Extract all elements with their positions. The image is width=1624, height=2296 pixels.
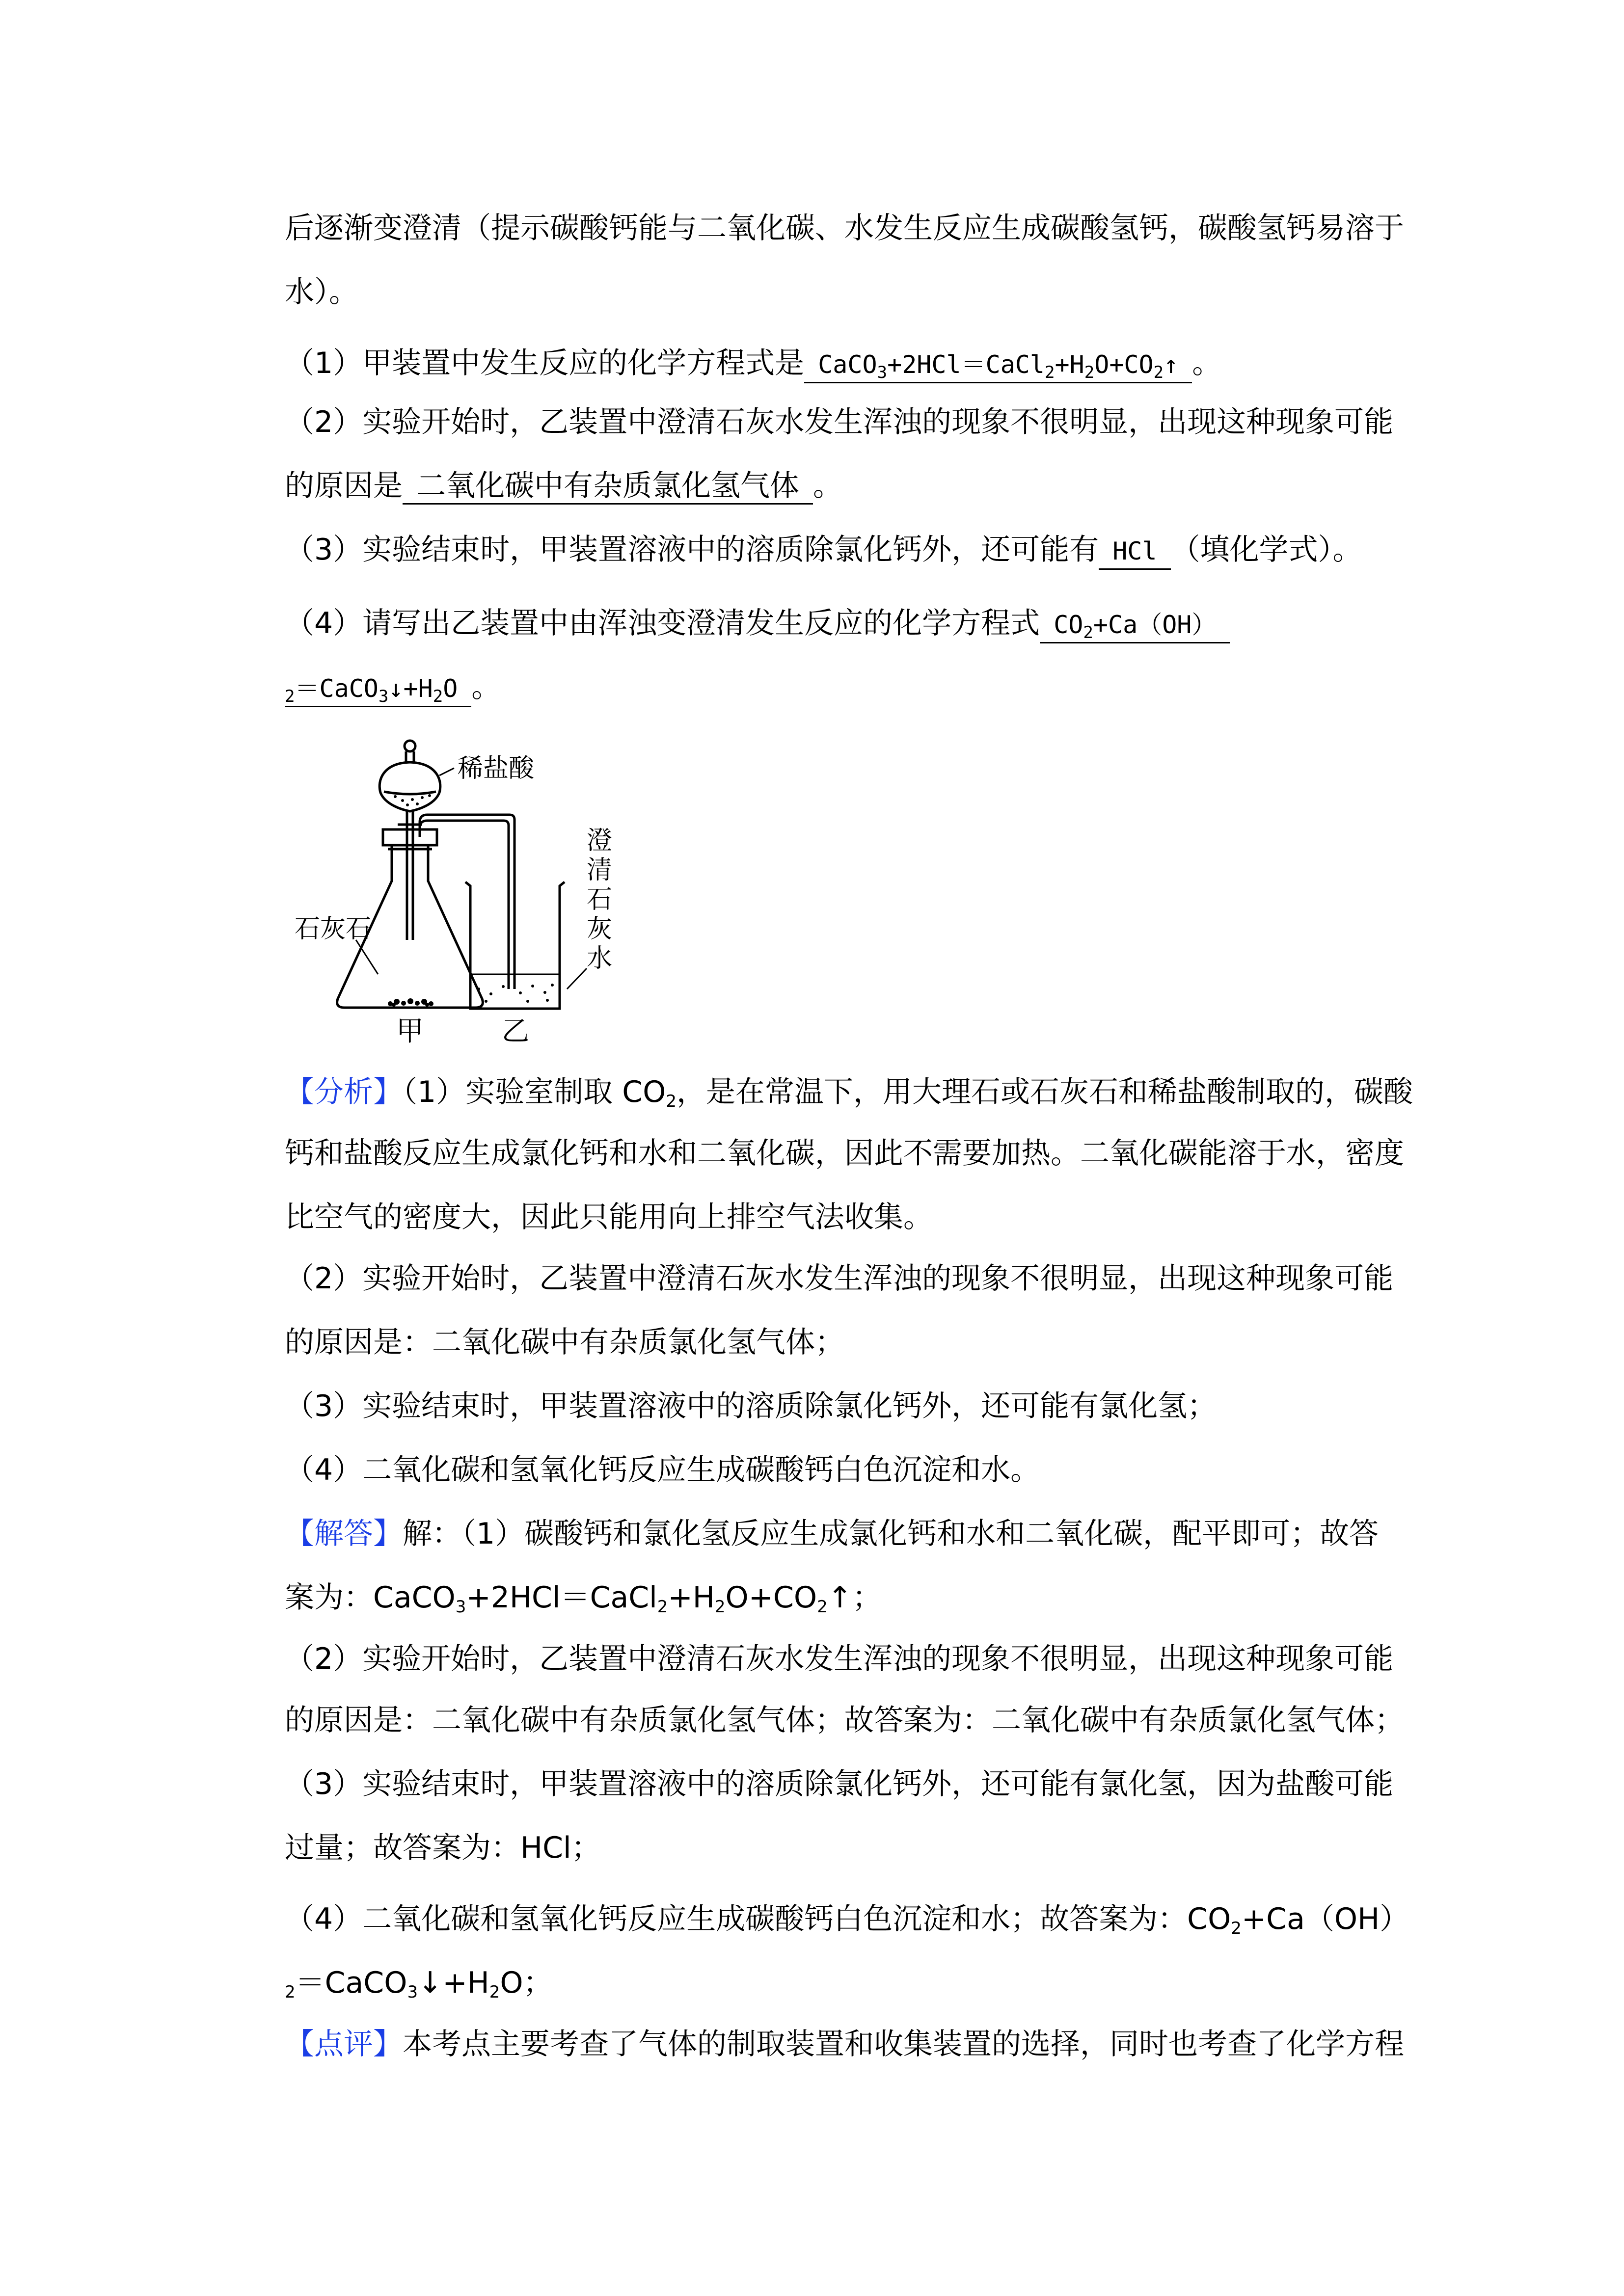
- q3-answer: HCl: [1099, 534, 1170, 570]
- analysis-line-6: （3）实验结束时，甲装置溶液中的溶质除氯化钙外，还可能有氯化氢；: [285, 1389, 1217, 1423]
- svg-text:澄: 澄: [587, 826, 613, 855]
- separatory-funnel: [379, 741, 440, 940]
- solution-line-6: 过量；故答案为：HCl；: [285, 1831, 601, 1865]
- intro-line-1: 后逐渐变澄清（提示碳酸钙能与二氧化碳、水发生反应生成碳酸氢钙，碳酸氢钙易溶于: [285, 211, 1404, 245]
- q1-suffix: 。: [1192, 346, 1222, 380]
- limestone-pile: [388, 998, 433, 1007]
- q1-prefix: （1）甲装置中发生反应的化学方程式是: [285, 346, 805, 380]
- solution-line-4: 的原因是：二氧化碳中有杂质氯化氢气体；故答案为：二氧化碳中有杂质氯化氢气体；: [285, 1703, 1404, 1737]
- review-tag: 【点评】: [285, 2027, 403, 2061]
- acid-label: 稀盐酸: [458, 754, 535, 783]
- solution-line-5: （3）实验结束时，甲装置溶液中的溶质除氯化钙外，还可能有氯化氢，因为盐酸可能: [285, 1767, 1394, 1801]
- acid-droplets: [394, 794, 431, 806]
- analysis-line-1: 【分析】（1）实验室制取 $CO_2$，是在常温下，用大理石或石灰石和稀盐酸制取的，碳酸: [285, 1075, 1413, 1111]
- q2-answer: 二氧化碳中有杂质氯化氢气体: [403, 469, 813, 505]
- analysis-line-3: 比空气的密度大，因此只能用向上排空气法收集。: [285, 1200, 933, 1234]
- question-2-line-2: 的原因是 二氧化碳中有杂质氯化氢气体 。: [285, 466, 842, 506]
- question-3: （3）实验结束时，甲装置溶液中的溶质除氯化钙外，还可能有 HCl （填化学式）。: [285, 530, 1362, 570]
- solution-line-7: （4）二氧化碳和氢氧化钙反应生成碳酸钙白色沉淀和水；故答案为：$CO_2+Ca(OH)$: [285, 1902, 1409, 1938]
- beaker-label: 乙: [502, 1015, 529, 1047]
- analysis-line-5: 的原因是：二氧化碳中有杂质氯化氢气体；: [285, 1325, 844, 1360]
- question-4-line-2: $_2=CaCO_3↓+H_2O$ 。: [285, 670, 501, 706]
- svg-text:石: 石: [587, 885, 613, 914]
- limewater-label: [587, 826, 612, 973]
- limestone-label: 石灰石: [295, 914, 372, 944]
- svg-text:灰: 灰: [587, 914, 613, 944]
- q4-answer-part-2: $_2=CaCO_3↓+H_2O$: [285, 671, 471, 707]
- analysis-tag: 【分析】: [285, 1075, 403, 1109]
- apparatus-diagram: [285, 734, 638, 1048]
- flask-label: 甲: [396, 1015, 424, 1047]
- q4-answer-part-1: $CO_2+Ca(OH)$: [1040, 608, 1230, 643]
- analysis-line-7: （4）二氧化碳和氢氧化钙反应生成碳酸钙白色沉淀和水。: [285, 1453, 1040, 1487]
- solution-line-1: 【解答】解：（1）碳酸钙和氯化氢反应生成氯化钙和水和二氧化碳，配平即可；故答: [285, 1517, 1379, 1551]
- delivery-tube: [420, 815, 514, 989]
- solution-line-8: $_2=CaCO_3↓+H_2O$；: [285, 1966, 553, 2002]
- question-4-line-1: （4）请写出乙装置中由浑浊变澄清发生反应的化学方程式 $CO_2+Ca(OH)$: [285, 604, 1230, 643]
- solution-line-3: （2）实验开始时，乙装置中澄清石灰水发生浑浊的现象不很明显，出现这种现象可能: [285, 1642, 1394, 1676]
- solution-tag: 【解答】: [285, 1517, 403, 1551]
- analysis-line-2: 钙和盐酸反应生成氯化钙和水和二氧化碳，因此不需要加热。二氧化碳能溶于水，密度: [285, 1136, 1404, 1171]
- review-line-1: 【点评】本考点主要考查了气体的制取装置和收集装置的选择，同时也考查了化学方程: [285, 2027, 1404, 2061]
- svg-text:水: 水: [587, 944, 613, 973]
- q1-answer: $CaCO_3+2HCl=CaCl_2+H_2O+CO_2↑$: [804, 347, 1192, 383]
- question-2-line-1: （2）实验开始时，乙装置中澄清石灰水发生浑浊的现象不很明显，出现这种现象可能: [285, 405, 1394, 439]
- question-1: [285, 344, 1221, 383]
- solution-line-2: 案为：$CaCO_3+2HCl=CaCl_2+H_2O+CO_2↑$；: [285, 1580, 882, 1617]
- analysis-line-4: （2）实验开始时，乙装置中澄清石灰水发生浑浊的现象不很明显，出现这种现象可能: [285, 1261, 1394, 1296]
- intro-line-2: 水）。: [285, 275, 358, 309]
- svg-text:清: 清: [587, 855, 613, 885]
